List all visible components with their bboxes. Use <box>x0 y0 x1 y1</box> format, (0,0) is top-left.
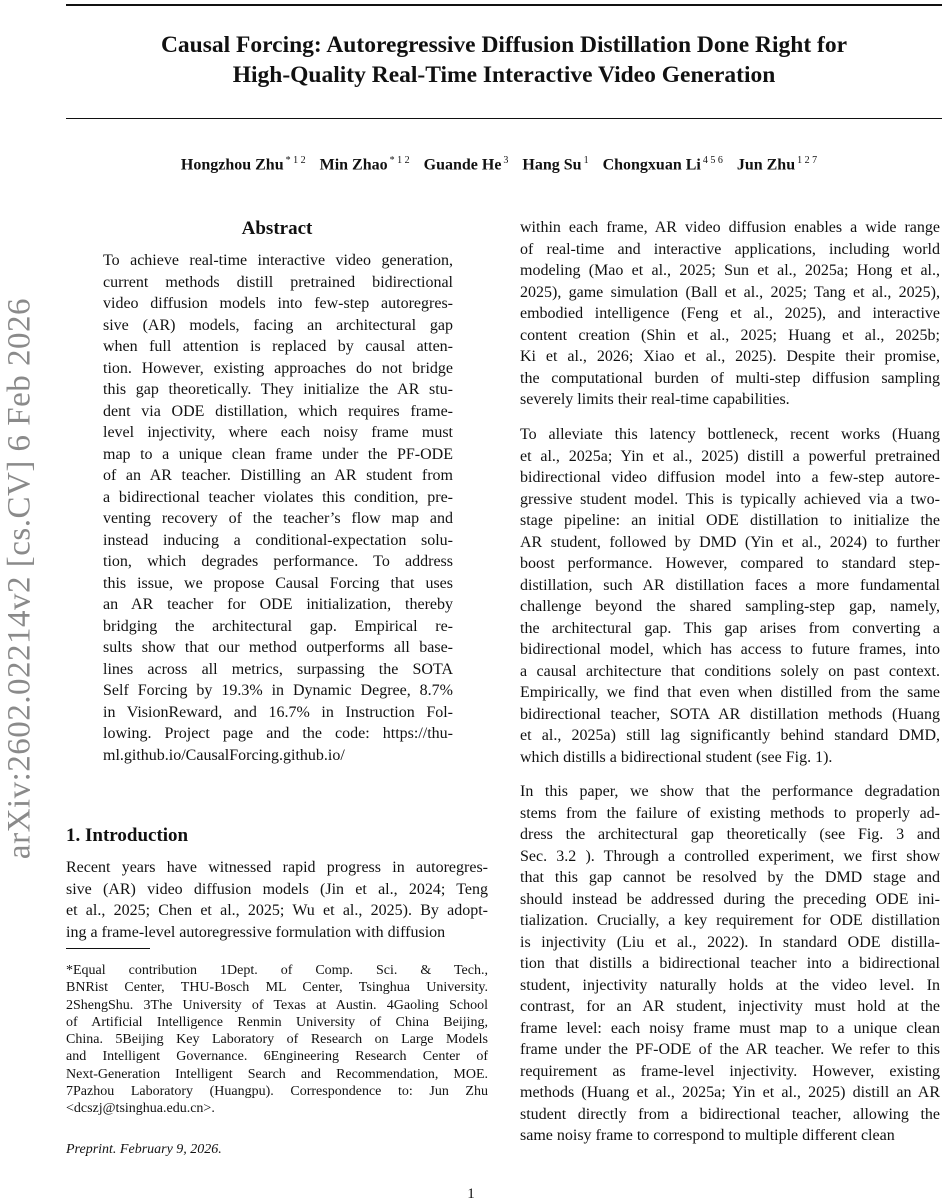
body-line: frame level: each noisy frame must map to a unique clean <box>520 1019 940 1037</box>
author-name: Min Zhao <box>319 156 388 174</box>
body-line: requirement as frame-level injectivity. However, existing <box>520 1062 940 1080</box>
body-line: which distills a bidirectional student (see Fig. 1). <box>520 748 833 766</box>
body-line: is injectivity (Liu et al., 2022). In standard ODE distilla- <box>520 933 940 951</box>
footnote-line: <dcszj@tsinghua.edu.cn>. <box>66 1101 215 1117</box>
abstract-line: of an AR teacher. Distilling an AR student from <box>103 467 453 484</box>
page-number: 1 <box>467 1186 475 1202</box>
body-line: content creation (Shin et al., 2025; Huang et al., 2025b; <box>520 326 940 344</box>
body-line: et al., 2025a; Yin et al., 2025) distill a powerful pretrained <box>520 447 940 465</box>
intro-line: Recent years have witnessed rapid progress in autoregres- <box>66 859 488 876</box>
body-line: tialization. Crucially, a key requirement for ODE distillation <box>520 912 940 929</box>
intro-line: et al., 2025; Chen et al., 2025; Wu et al., 2025). By adopt- <box>66 902 488 919</box>
body-line: stems from the failure of existing methods to properly ad- <box>520 804 940 822</box>
body-line: challenge beyond the shared sampling-step gap, namely, <box>520 598 940 615</box>
abstract-line: To achieve real-time interactive video generation, <box>103 252 453 269</box>
body-line: Empirically, we find that even when distilled from the same <box>520 684 940 701</box>
footnote-line: and Intelligent Governance. 6Engineering Research Center of <box>66 1049 488 1065</box>
footnote-line: BNRist Center, THU-Bosch ML Center, Tsinghua University. <box>66 980 488 996</box>
author-affiliation: * 1 2 <box>389 155 410 166</box>
abstract-line: lowing. Project page and the code: https://thu- <box>103 725 453 742</box>
footnote-rule <box>66 948 150 949</box>
author-affiliation: 1 2 7 <box>797 155 818 166</box>
top-rule <box>66 4 942 6</box>
body-line: boost performance. However, compared to standard step- <box>520 555 940 572</box>
author-affiliation: 3 <box>503 155 509 166</box>
abstract-line: level injectivity, where each noisy frame must <box>103 424 453 441</box>
body-line: tion that distills a bidirectional teacher into a bidirectional <box>520 955 940 972</box>
body-line: Ki et al., 2026; Xiao et al., 2025). Despite their promise, <box>520 348 940 365</box>
author-name: Hongzhou Zhu <box>180 156 284 174</box>
body-line: same noisy frame to correspond to multiple different clean <box>520 1127 895 1144</box>
footnote-line: of Artificial Intelligence Renmin University of China Beijing, <box>66 1014 488 1030</box>
abstract-line: an AR teacher for ODE initialization, thereby <box>103 596 453 613</box>
body-line: within each frame, AR video diffusion enables a wide range <box>520 219 940 236</box>
arxiv-stamp: arXiv:2602.02214v2 [cs.CV] 6 Feb 2026 <box>1 297 38 860</box>
abstract-line: map to a unique clean frame under the PF-ODE <box>103 445 453 463</box>
abstract-line: bridging the architectural gap. Empirical re- <box>103 617 453 635</box>
abstract-heading: Abstract <box>241 218 313 239</box>
body-line: stage pipeline: an initial ODE distillation to initialize the <box>520 512 940 529</box>
author-name: Jun Zhu <box>736 156 796 174</box>
title-line-1: Causal Forcing: Autoregressive Diffusion Distillation Done Right for <box>160 32 848 58</box>
abstract-line: tion. However, existing approaches do not bridge <box>103 359 453 377</box>
body-line: gressive student model. This is typically achieved via a two- <box>520 490 940 508</box>
intro-line: ing a frame-level autoregressive formulation with diffusion <box>66 923 446 941</box>
footnote-line: 7Pazhou Laboratory (Huangpu). Correspondence to: Jun Zhu <box>66 1084 488 1100</box>
body-line: modeling (Mao et al., 2025; Sun et al., 2025a; Hong et al., <box>520 262 940 279</box>
right-paragraph-2 <box>520 424 940 768</box>
body-line: that this gap cannot be resolved by the DMD stage and <box>520 869 940 886</box>
abstract-line: sive (AR) models, facing an architectural gap <box>103 316 453 334</box>
right-paragraph-1 <box>520 217 940 411</box>
body-line: distillation, such AR distillation faces a more fundamental <box>520 576 940 594</box>
abstract-line: video diffusion models into few-step autoregres- <box>103 295 453 312</box>
abstract-line: this issue, we propose Causal Forcing that uses <box>103 574 453 592</box>
intro-line: sive (AR) video diffusion models (Jin et al., 2024; Teng <box>66 880 488 898</box>
author-name: Hang Su <box>522 156 582 174</box>
body-line: student, injectivity naturally holds at the video level. In <box>520 976 940 994</box>
abstract-line: tion, which degrades performance. To address <box>103 553 453 570</box>
abstract-line: when full attention is replaced by causal atten- <box>103 338 453 355</box>
body-line: 2025), game simulation (Ball et al., 2025; Tang et al., 2025), <box>520 283 940 301</box>
body-line: student directly from a bidirectional teacher, allowing the <box>520 1105 940 1123</box>
body-line: AR student, followed by DMD (Yin et al., 2024) to further <box>520 533 940 551</box>
body-line: the architectural gap. This gap arises from converting a <box>520 619 940 637</box>
body-line: frame under the PF-ODE of the AR teacher. We refer to this <box>520 1041 940 1058</box>
abstract-line: in VisionReward, and 16.7% in Instruction Fol- <box>103 703 453 721</box>
paper-title <box>66 30 942 90</box>
introduction-heading: 1. Introduction <box>66 825 189 846</box>
footnote-line: 2ShengShu. 3The University of Texas at Austin. 4Gaoling School <box>66 997 488 1013</box>
abstract-line: ml.github.io/CausalForcing.github.io/ <box>103 746 345 764</box>
author-affiliation: 1 <box>583 155 589 166</box>
abstract-line: sults show that our method outperforms all base- <box>103 639 453 656</box>
body-line: bidirectional model, which has access to future frames, into <box>520 641 940 658</box>
body-line: bidirectional video diffusion model into a few-step autore- <box>520 469 940 486</box>
body-line: embodied intelligence (Feng et al., 2025), and interactive <box>520 305 940 322</box>
author-name: Guande He <box>423 156 502 174</box>
abstract-line: venting recovery of the teacher’s flow map and <box>103 510 453 527</box>
body-line: bidirectional teacher, SOTA AR distillation methods (Huang <box>520 705 940 723</box>
abstract-line: Self Forcing by 19.3% in Dynamic Degree, 8.7% <box>103 682 453 699</box>
footnote-line: Next-Generation Intelligent Search and Recommendation, MOE. <box>66 1066 488 1082</box>
abstract-line: current methods distill pretrained bidirectional <box>103 273 453 291</box>
abstract-line: instead inducing a conditional-expectation solu- <box>103 531 453 549</box>
body-line: severely limits their real-time capabilities. <box>520 391 790 408</box>
abstract-body <box>103 250 453 766</box>
footnote-line: China. 5Beijing Key Laboratory of Research on Large Models <box>66 1032 488 1048</box>
body-line: et al., 2025a) still lag significantly behind standard DMD, <box>520 727 940 744</box>
body-line: dress the architectural gap theoretically (see Fig. 3 and <box>520 826 940 843</box>
title-rule <box>66 118 942 119</box>
abstract-line: lines across all metrics, surpassing the SOTA <box>103 660 453 678</box>
author-list <box>66 155 942 174</box>
title-line-2: High-Quality Real-Time Interactive Video Generation <box>232 62 776 88</box>
body-line: should instead be addressed during the preceding ODE ini- <box>520 890 940 908</box>
body-line: In this paper, we show that the performance degradation <box>520 783 940 800</box>
author-name: Chongxuan Li <box>602 156 701 174</box>
body-line: Sec. 3.2 ). Through a controlled experiment, we first show <box>520 847 940 865</box>
right-paragraph-3 <box>520 781 940 1147</box>
introduction-body <box>66 857 488 943</box>
author-affiliation: 4 5 6 <box>702 155 723 166</box>
abstract-line: dent via ODE distillation, which requires frame- <box>103 402 453 420</box>
body-line: a causal architecture that conditions solely on past context. <box>520 662 940 680</box>
footnotes <box>66 962 488 1118</box>
author-affiliation: * 1 2 <box>285 155 306 166</box>
preprint-note: Preprint. February 9, 2026. <box>66 1142 222 1157</box>
abstract-line: a bidirectional teacher violates this condition, pre- <box>103 488 453 506</box>
abstract-line: this gap theoretically. They initialize the AR stu- <box>103 381 453 398</box>
body-line: contrast, for an AR student, injectivity must hold at the <box>520 998 940 1015</box>
body-line: methods (Huang et al., 2025a; Yin et al., 2025) distill an AR <box>520 1084 940 1101</box>
body-line: To alleviate this latency bottleneck, recent works (Huang <box>520 426 940 443</box>
body-line: of real-time and interactive applications, including world <box>520 240 940 258</box>
body-line: the computational burden of multi-step diffusion sampling <box>520 369 940 387</box>
footnote-line: *Equal contribution 1Dept. of Comp. Sci. & Tech., <box>66 963 488 978</box>
